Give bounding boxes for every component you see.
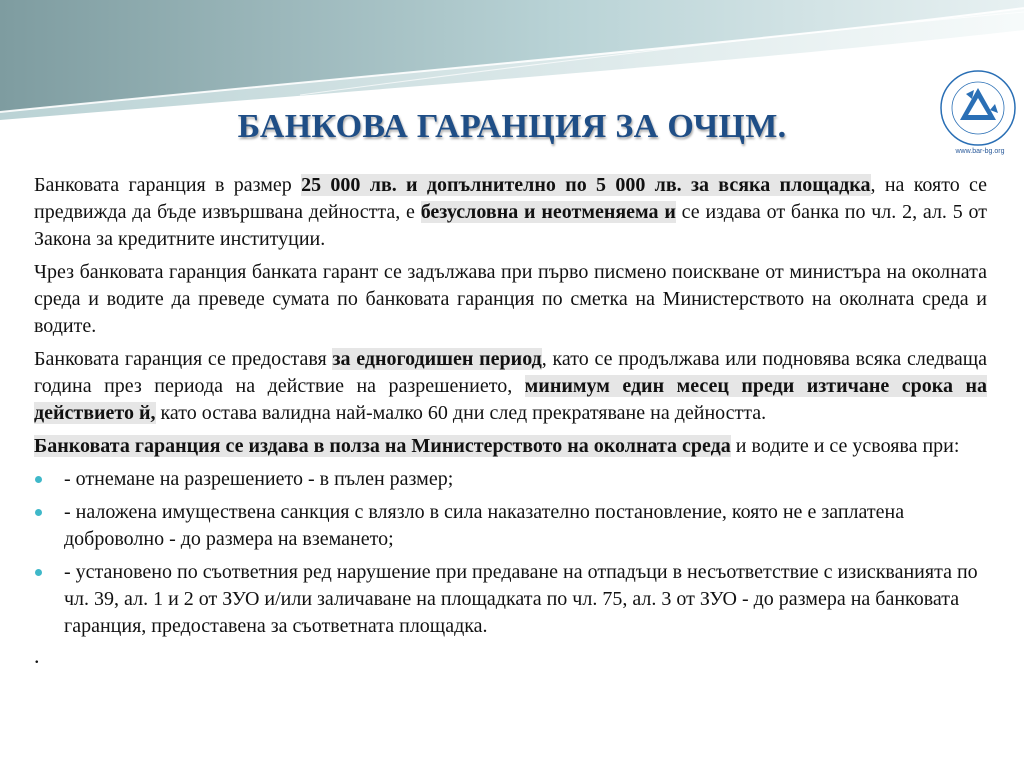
paragraph-text: , като се продължава или подновява всяка следваща година през периода на действие на разрешението, bbox=[34, 348, 987, 397]
trailing-mark: . bbox=[34, 643, 40, 668]
highlighted-text: минимум един месец преди изтичане срока на действието й, bbox=[34, 375, 987, 424]
list-item-text: - отнемане на разрешението - в пълен размер; bbox=[64, 468, 454, 490]
bullet-list bbox=[34, 466, 987, 640]
paragraph-p3 bbox=[34, 346, 987, 427]
header-wave-decoration bbox=[0, 0, 1024, 120]
highlighted-text: за едногодишен период bbox=[332, 348, 542, 370]
paragraph-p2 bbox=[34, 259, 987, 340]
paragraph-text: и водите и се усвоява при: bbox=[730, 435, 960, 457]
list-item bbox=[34, 559, 987, 640]
highlighted-text: Банковата гаранция се издава в полза на Министерството на околната среда bbox=[34, 435, 731, 457]
paragraph-text: се издава от банка по чл. 2, ал. 5 от Закона за кредитните институции. bbox=[34, 201, 988, 250]
paragraph-p1 bbox=[34, 172, 987, 253]
list-item bbox=[34, 499, 987, 553]
paragraph-text: Банковата гаранция в размер bbox=[34, 174, 302, 196]
main-content bbox=[34, 172, 987, 666]
paragraph-text: , на която се предвижда да бъде извършвана дейността, е bbox=[34, 174, 988, 223]
logo-url: www.bar-bg.org bbox=[955, 148, 1005, 155]
paragraph-text: като остава валидна най-малко 60 дни след прекратяване на дейността. bbox=[155, 402, 767, 424]
list-item-text: - установено по съответния ред нарушение при предаване на отпадъци в несъответствие с изискванията по чл. 39, ал. 1 и 2 от ЗУО и/или заличаване на площадката по чл. 75, ал. 3 от ЗУО - до размера на банковата гаранция, предоставена за съответната площадка. bbox=[64, 561, 978, 637]
highlighted-text: безусловна и неотменяема и bbox=[420, 201, 676, 223]
list-item-text: - наложена имуществена санкция с влязло в сила наказателно постановление, която не е заплатена доброволно - до размера на вземането; bbox=[64, 501, 905, 550]
paragraph-p4 bbox=[34, 433, 987, 460]
bullet-dot-icon bbox=[35, 569, 42, 576]
bullet-dot-icon bbox=[35, 509, 42, 516]
paragraphs bbox=[34, 172, 987, 460]
page-title: БАНКОВА ГАРАНЦИЯ ЗА ОЧЦМ. bbox=[237, 108, 787, 145]
paragraph-text: Чрез банковата гаранция банката гарант се задължава при първо писмено поискване от министъра на околната среда и водите да преведе сумата по банковата гаранция по сметка на Министерството на околната среда и водите. bbox=[34, 261, 987, 337]
bullet-dot-icon bbox=[35, 476, 42, 483]
list-item bbox=[34, 466, 987, 493]
highlighted-text: 25 000 лв. и допълнително по 5 000 лв. за всяка площадка bbox=[301, 174, 871, 196]
paragraph-text: Банковата гаранция се предоставя bbox=[34, 348, 333, 370]
